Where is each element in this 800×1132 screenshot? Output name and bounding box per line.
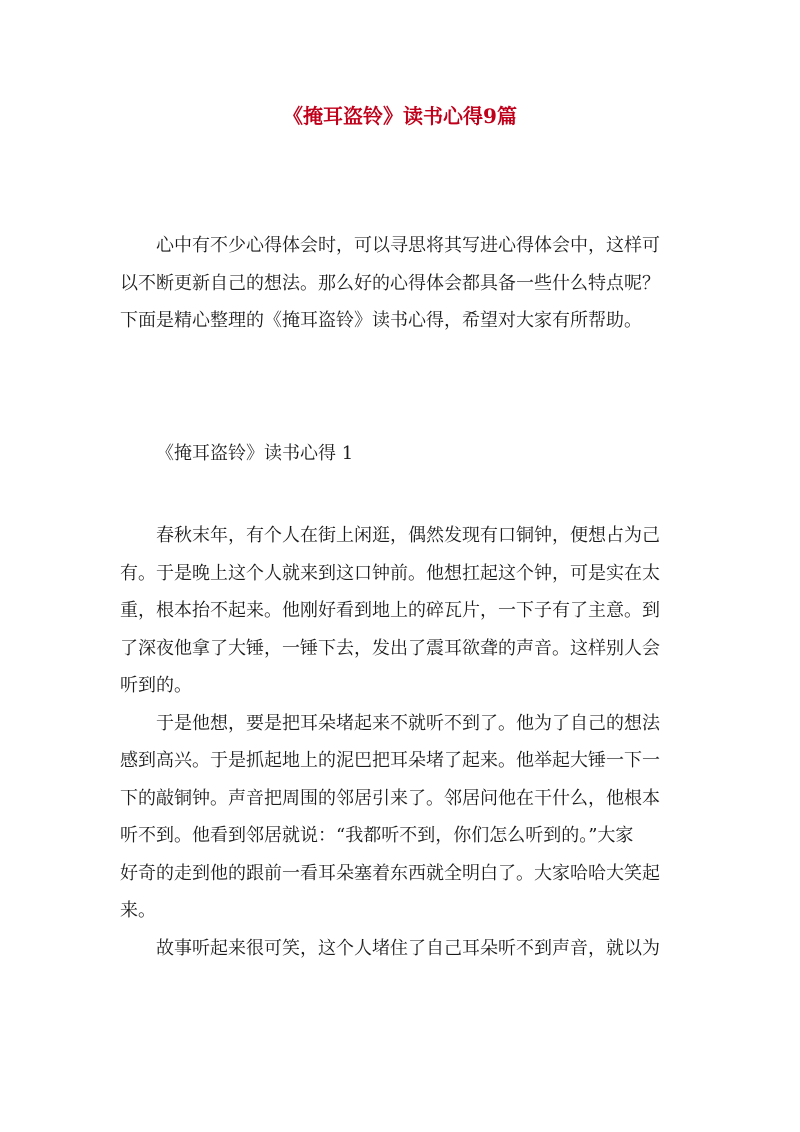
story-line: 了深夜他拿了大锤，一锤下去，发出了震耳欲聋的声音。这样别人会 [120,637,660,659]
document-title: 《掩耳盗铃》读书心得9篇 [283,104,517,128]
story-line: 好奇的走到他的跟前一看耳朵塞着东西就全明白了。大家哈哈大笑起 [120,862,660,884]
story-paragraph-2 [120,705,690,930]
story-line: 故事听起来很可笑，这个人堵住了自己耳朵听不到声音，就以为 [156,937,660,959]
story-line: 重，根本抬不起来。他刚好看到地上的碎瓦片，一下子有了主意。到 [120,600,660,621]
story-line: 下的敲铜钟。声音把周围的邻居引来了。邻居问他在干什么，他根本 [120,787,660,809]
intro-line: 心中有不少心得体会时，可以寻思将其写进心得体会中，这样可 [156,235,660,256]
story-line: 春秋末年，有个人在街上闲逛，偶然发现有口铜钟，便想占为己 [156,525,660,546]
story-line: 来。 [120,900,156,921]
intro-paragraph [120,227,690,340]
intro-line: 下面是精心整理的《掩耳盗铃》读书心得，希望对大家有所帮助。 [120,310,642,331]
story-line: 听不到。他看到邻居就说：“我都听不到，你们怎么听到的。”大家 [120,825,634,846]
intro-line: 以不断更新自己的想法。那么好的心得体会都具备一些什么特点呢？ [120,272,660,294]
story-body [120,517,690,967]
section-heading: 《掩耳盗铃》读书心得 1 [156,443,354,464]
story-line: 感到高兴。于是抓起地上的泥巴把耳朵堵了起来。他举起大锤一下一 [120,750,660,771]
story-paragraph-1 [120,517,690,705]
story-line: 听到的。 [120,675,192,696]
story-paragraph-3 [120,930,690,968]
story-line: 于是他想，要是把耳朵堵起来不就听不到了。他为了自己的想法 [156,712,660,734]
story-line: 有。于是晚上这个人就来到这口钟前。他想扛起这个钟，可是实在太 [120,562,660,584]
